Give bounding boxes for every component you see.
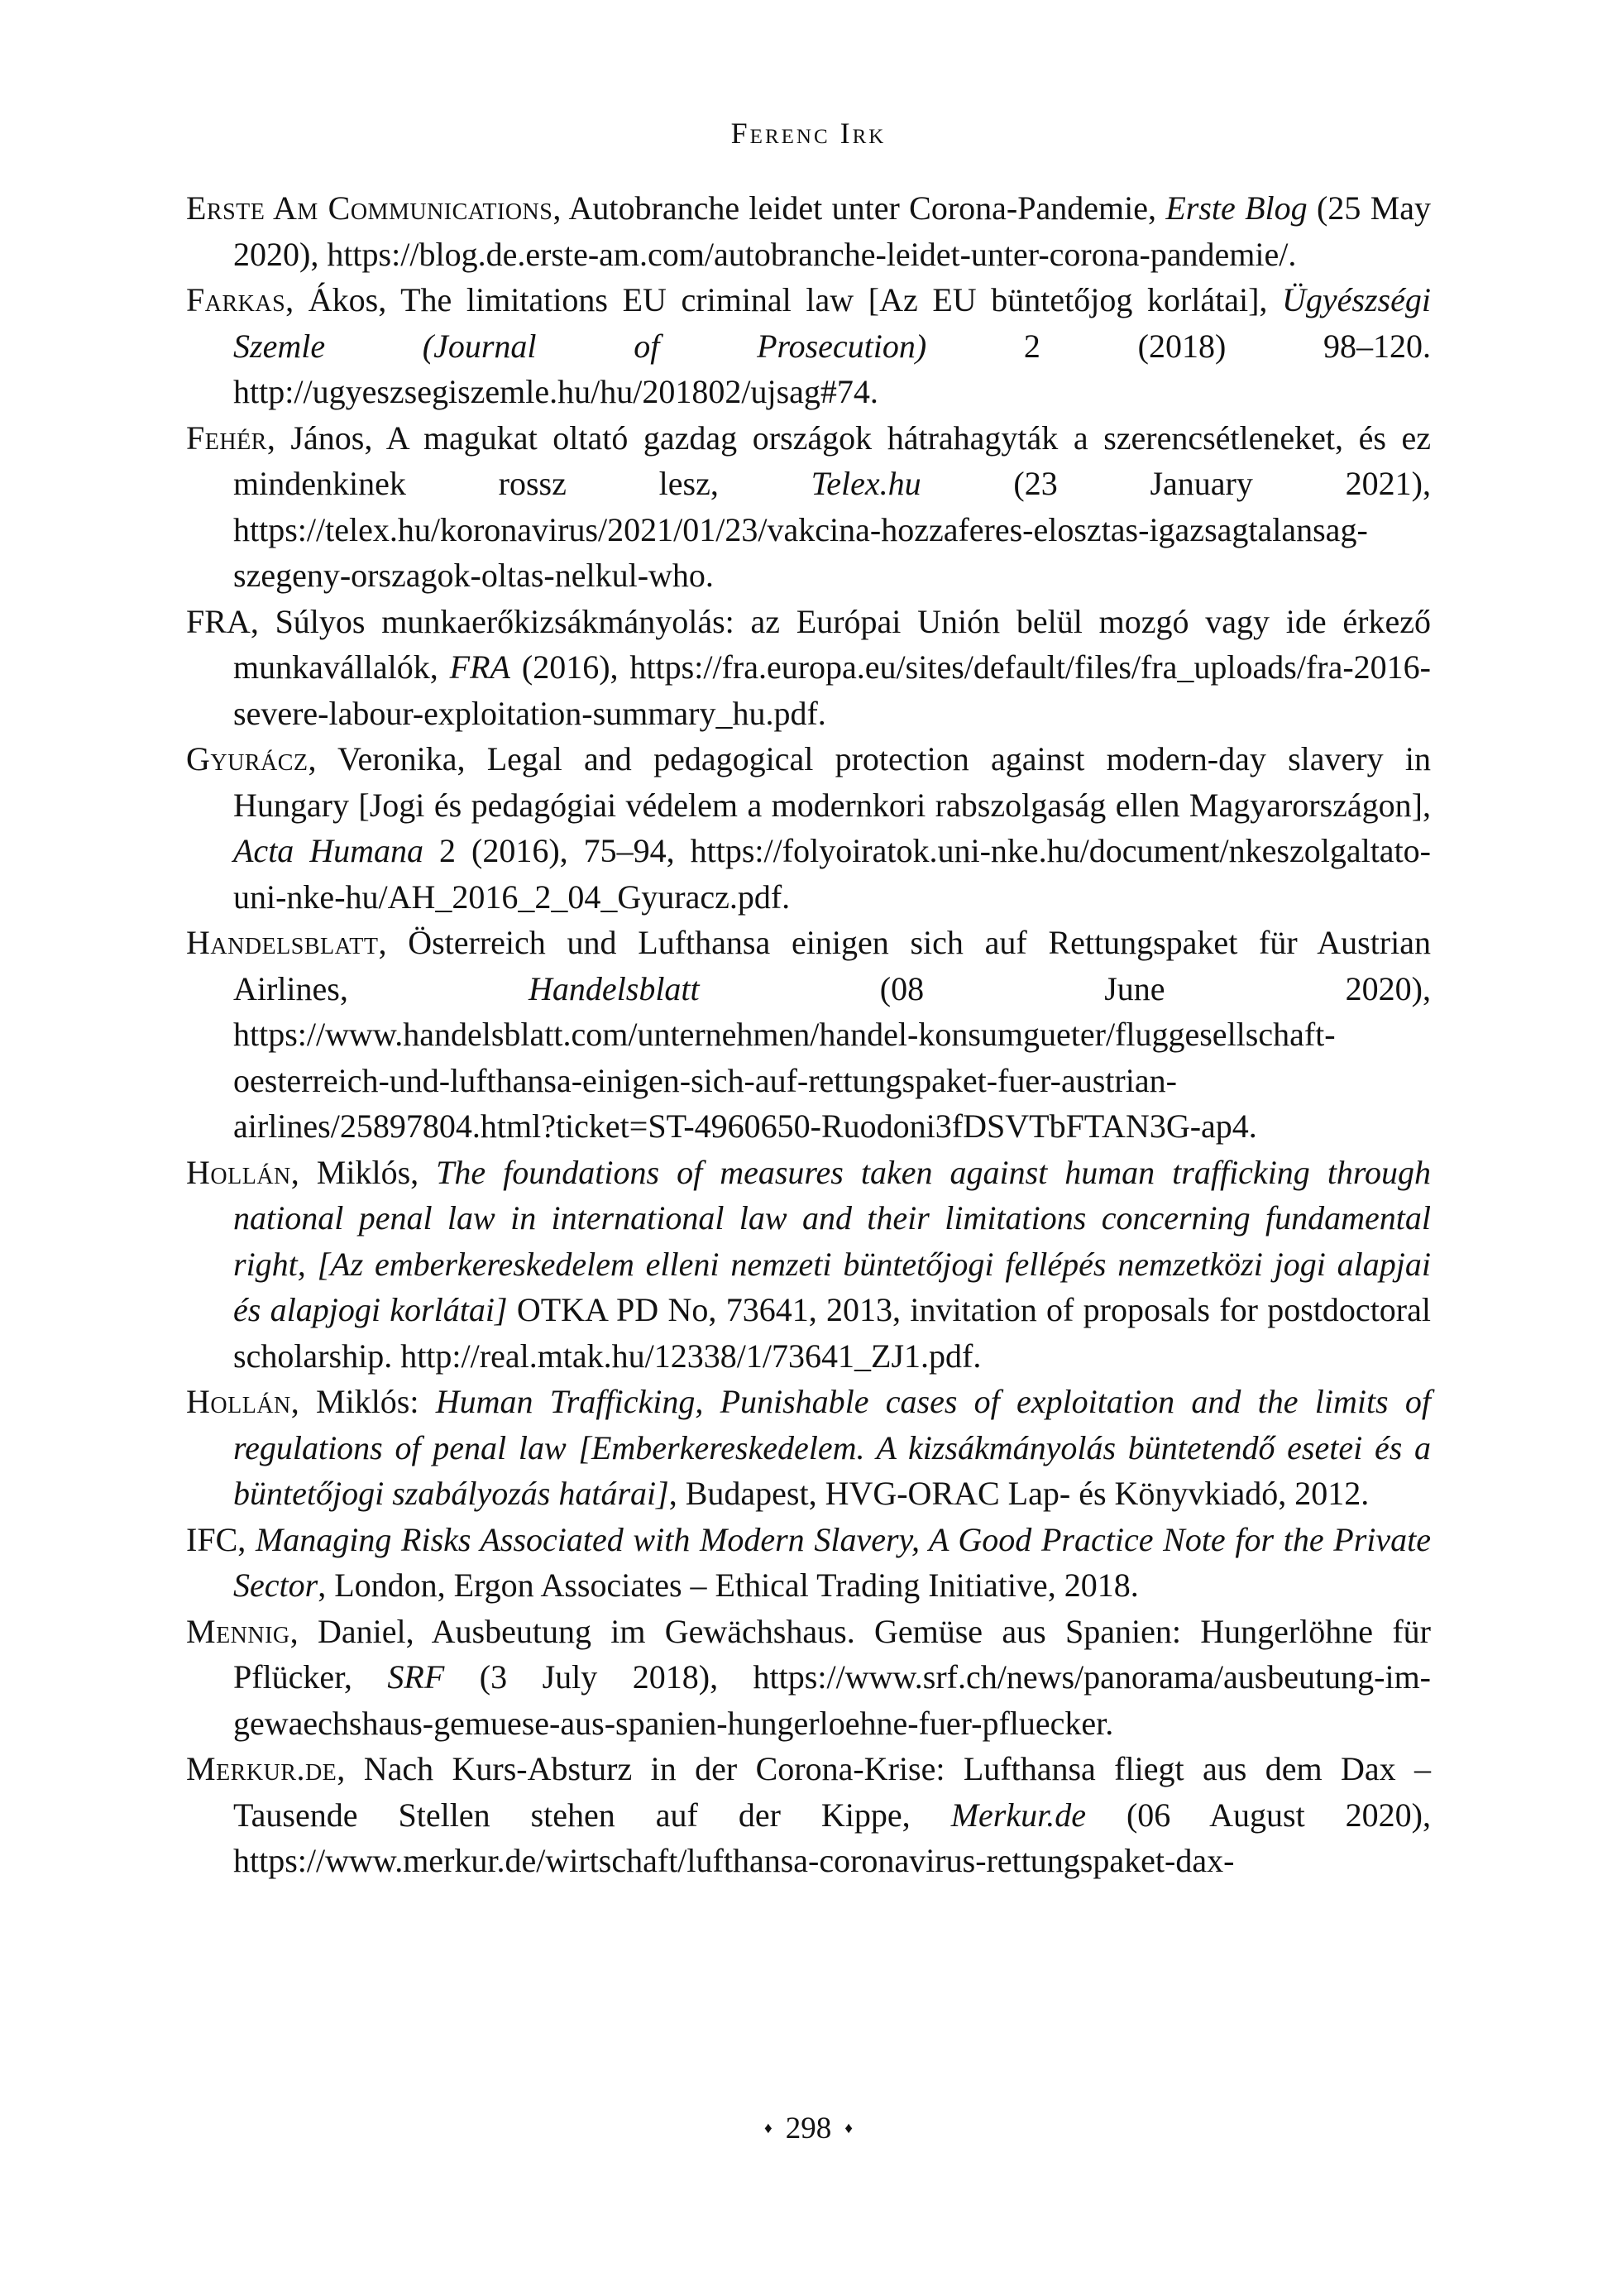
- reference-segment: Handelsblatt: [529, 969, 700, 1007]
- reference-segment: (23 January 2021), https://telex.hu/koronavirus/2021/01/23/vakcina-hozzaferes-elosztas-igazsagtalansag-szegeny-orszagok-oltas-nelkul-who.: [233, 465, 1431, 594]
- reference-segment: , Veronika, Legal and pedagogical protection against modern-day slavery in Hungary [Jogi és pedagógiai védelem a modernkori rabszolgaság ellen Magyarországon],: [233, 740, 1431, 824]
- reference-segment: , Ákos, The limitations EU criminal law [Az EU büntetőjog korlátai],: [285, 281, 1283, 318]
- page-footer: [186, 2111, 1431, 2146]
- reference-segment: (08 June 2020), https://www.handelsblatt.com/unternehmen/handel-konsumgueter/fluggesellschaft-oesterreich-und-lufthansa-einigen-sich-auf-rettungspaket-fuer-austrian-airlines/25897804.html?ticket=ST-4960650-Ruodoni3fDSVTbFTAN3G-ap4.: [233, 969, 1431, 1145]
- reference-segment: , Miklós:: [290, 1383, 436, 1420]
- reference-segment: 2 (2018) 98–120. http://ugyeszsegiszemle.hu/hu/201802/ujsag#74.: [233, 327, 1431, 410]
- reference-segment: OTKA PD No, 73641, 2013, invitation of proposals for postdoctoral scholarship. http://real.mtak.hu/12338/1/73641_ZJ1.pdf.: [233, 1291, 1431, 1375]
- running-header-author: Ferenc Irk: [730, 117, 887, 150]
- reference-segment: , Autobranche leidet unter Corona-Pandemie,: [552, 189, 1166, 227]
- reference-segment: , Miklós,: [290, 1153, 437, 1191]
- reference-segment: Human Trafficking, Punishable cases of exploitation and the limits of regulations of penal law [Emberkereskedelem. A kizsákmányolás büntetendő esetei és a büntetőjogi szabályozás határai]: [233, 1383, 1431, 1512]
- reference-segment: , János, A magukat oltató gazdag országok hátrahagyták a szerencsétleneket, és ez mindenkinek rossz lesz,: [233, 419, 1431, 502]
- reference-segment: Acta Humana: [233, 832, 424, 869]
- reference-entry: [186, 1150, 1431, 1380]
- diamond-bullet-icon: ♦: [844, 2120, 853, 2137]
- page-number: 298: [785, 2112, 832, 2145]
- reference-segment: (06 August 2020), https://www.merkur.de/wirtschaft/lufthansa-coronavirus-rettungspaket-dax-: [233, 1796, 1432, 1879]
- reference-segment: (3 July 2018), https://www.srf.ch/news/panorama/ausbeutung-im-gewaechshaus-gemuese-aus-spanien-hungerloehne-fuer-pfluecker.: [233, 1658, 1432, 1742]
- reference-entry: [186, 736, 1431, 920]
- reference-segment: IFC,: [186, 1520, 256, 1558]
- reference-segment: Hollán: [186, 1383, 291, 1420]
- reference-segment: , Nach Kurs-Absturz in der Corona-Krise: Lufthansa fliegt aus dem Dax – Tausende Stellen stehen auf der Kippe,: [233, 1750, 1431, 1834]
- reference-segment: The foundations of measures taken against human trafficking through national penal law in international law and their limitations concerning fundamental right, [Az emberkereskedelem elleni nemzeti büntetőjogi fellépés nemzetközi jogi alapjai és alapjogi korlátai]: [233, 1153, 1432, 1328]
- reference-segment: Erste Blog: [1165, 189, 1308, 227]
- reference-segment: FRA: [449, 648, 510, 686]
- reference-segment: Handelsblatt: [186, 924, 379, 961]
- reference-entry: [186, 277, 1431, 415]
- reference-entry: [186, 599, 1431, 737]
- reference-segment: Erste Am Communications: [186, 189, 553, 227]
- reference-segment: , Österreich und Lufthansa einigen sich auf Rettungspaket für Austrian Airlines,: [233, 924, 1431, 1007]
- reference-segment: Merkur.de: [186, 1750, 337, 1787]
- reference-segment: Hollán: [186, 1153, 291, 1191]
- reference-entry: [186, 920, 1431, 1150]
- reference-entry: [186, 1517, 1431, 1609]
- reference-segment: Farkas: [186, 281, 286, 318]
- reference-segment: , London, Ergon Associates – Ethical Trading Initiative, 2018.: [318, 1567, 1139, 1604]
- reference-segment: SRF: [387, 1658, 445, 1696]
- reference-entry: [186, 1746, 1431, 1884]
- diamond-bullet-icon: ♦: [764, 2120, 773, 2137]
- reference-segment: Merkur.de: [950, 1796, 1086, 1834]
- reference-segment: , Budapest, HVG-ORAC Lap- és Könyvkiadó, 2012.: [668, 1475, 1370, 1512]
- reference-segment: Fehér: [186, 419, 267, 457]
- reference-segment: FRA, Súlyos munkaerőkizsákmányolás: az Európai Unión belül mozgó vagy ide érkező munkavállalók,: [186, 602, 1431, 686]
- reference-segment: Telex.hu: [811, 465, 921, 502]
- reference-segment: (25 May 2020), https://blog.de.erste-am.com/autobranche-leidet-unter-corona-pandemie/.: [233, 189, 1432, 273]
- reference-segment: Gyurácz: [186, 740, 309, 777]
- reference-entry: [186, 1379, 1431, 1517]
- reference-segment: , Daniel, Ausbeutung im Gewächshaus. Gemüse aus Spanien: Hungerlöhne für Pflücker,: [233, 1612, 1431, 1696]
- reference-segment: (2016), https://fra.europa.eu/sites/default/files/fra_uploads/fra-2016-severe-labour-exploitation-summary_hu.pdf.: [233, 648, 1432, 732]
- reference-entry: [186, 415, 1431, 599]
- reference-entry: [186, 1609, 1431, 1747]
- reference-segment: Mennig: [186, 1612, 290, 1650]
- references-list: [186, 185, 1431, 1884]
- reference-segment: 2 (2016), 75–94, https://folyoiratok.uni-nke.hu/document/nkeszolgaltato-uni-nke-hu/AH_2016_2_04_Gyuracz.pdf.: [233, 832, 1431, 916]
- reference-segment: Managing Risks Associated with Modern Slavery, A Good Practice Note for the Private Sector: [233, 1520, 1432, 1604]
- reference-entry: [186, 185, 1431, 277]
- reference-segment: Ügyészségi Szemle (Journal of Prosecution): [233, 281, 1431, 365]
